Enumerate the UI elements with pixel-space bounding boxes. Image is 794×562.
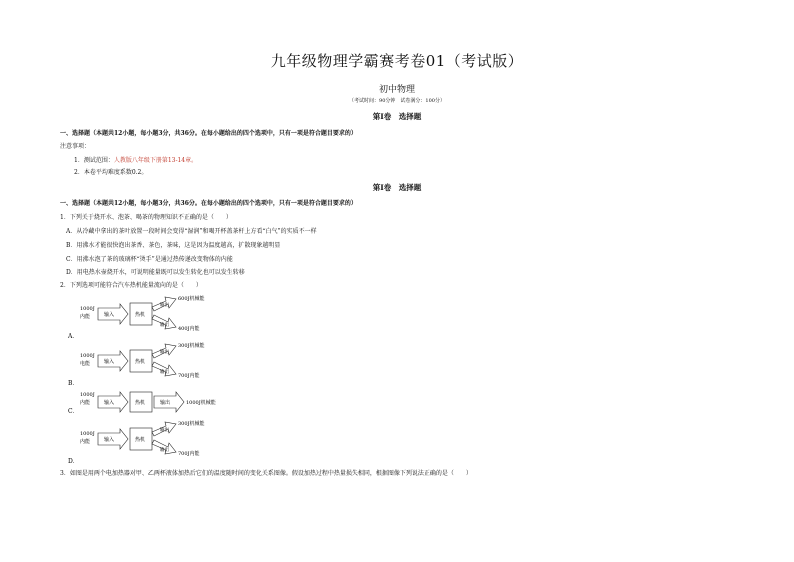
output-bottom-label: 输出 [160,323,169,328]
engine-label: 热机 [135,312,146,318]
diagram-a-source: 1000J [80,306,95,312]
paper-title: 九年级物理学霸赛考卷01（考试版） [270,52,524,70]
note-1-prefix: 1．测试范围： [74,157,114,164]
option-letter: A． [68,333,79,340]
input-label: 输入 [104,359,115,365]
diagram-b-source: 1000J [80,353,95,359]
part-header-2: 第Ⅰ卷 选择题 [372,183,422,192]
bottom-value: 700J内能 [178,451,200,457]
output-top-label: 输出 [160,303,169,308]
engine-label: 热机 [135,400,146,406]
q1-option-d: D．用电热水壶烧开水，可说明能量既可以发生转化也可以发生转移 [66,269,245,276]
subject-heading: 初中物理 [378,85,415,95]
output-label: 输出 [160,400,171,406]
diagram-b-source-type: 电能 [80,361,91,367]
output-value: 1000J机械能 [186,400,216,406]
diagram-c-source-type: 内能 [80,400,91,406]
exam-info: （考试时间：90分钟 试卷满分：100分） [349,98,445,104]
section-intro-2: 一、选择题（本题共12小题，每小题3分，共36分。在每小题给出的四个选项中，只有一项是符合题目要求的） [60,200,357,207]
output-top-label: 输出 [160,350,169,355]
diagram-d-source: 1000J [80,431,95,437]
note-1-range: 人教版八年级下册第13-14章。 [113,157,198,164]
option-letter: D． [68,458,79,465]
bottom-value: 400J内能 [178,326,200,332]
bottom-value: 700J内能 [178,373,200,379]
input-label: 输入 [104,312,115,318]
note-1 [74,155,197,164]
q2-diagram-d [66,418,226,466]
diagram-c-source: 1000J [80,392,95,398]
q2-diagram-a [66,293,226,341]
top-value: 300J机械能 [178,421,205,427]
q2-diagram-c [66,388,236,418]
q1-option-a: A．从冷藏中拿出的茶叶放置一段时间会变得“湿润”和喝开杯盖茶杆上方看“白气”的实质不一样 [66,228,317,235]
output-bottom-label: 输出 [160,370,169,375]
option-letter: B． [68,380,79,387]
notes-label: 注意事项： [60,143,91,150]
output-bottom-label: 输出 [160,448,169,453]
q2-stem: 2．下列选项可能符合汽车热机能量流向的是（ ） [60,282,202,289]
q2-diagram-b [66,340,226,388]
option-letter: C． [68,408,79,415]
note-2: 2．本卷平均难度系数0.2。 [74,169,148,176]
output-top-label: 输出 [160,428,169,433]
q3-stem: 3．如图是用两个电加热器对甲、乙两杯液体加热后它们的温度随时间的变化关系图像。假设加热过程中热量损失相同，根据图像下列说法正确的是（ ） [60,470,472,477]
diagram-a-source-type: 内能 [80,314,91,320]
top-value: 600J机械能 [178,296,205,302]
q1-option-c: C．用沸水泡了茶的玻璃杯“烫手”是通过热传递改变物体的内能 [66,256,233,263]
input-label: 输入 [104,437,115,443]
input-label: 输入 [104,400,115,406]
q1-stem: 1．下列关于烧开水、泡茶、喝茶的物理知识不正确的是（ ） [60,214,232,221]
engine-label: 热机 [135,437,146,443]
q1-option-b: B．用沸水才能很快泡出茶香、茶色，茶味，这是因为温度越高，扩散现象越明显 [66,242,281,249]
top-value: 300J机械能 [178,343,205,349]
section-intro-1: 一、选择题（本题共12小题，每小题3分，共36分。在每小题给出的四个选项中，只有一项是符合题目要求的） [60,130,357,137]
diagram-d-source-type: 内能 [80,439,91,445]
engine-label: 热机 [135,359,146,365]
part-header-1: 第Ⅰ卷 选择题 [372,112,422,121]
